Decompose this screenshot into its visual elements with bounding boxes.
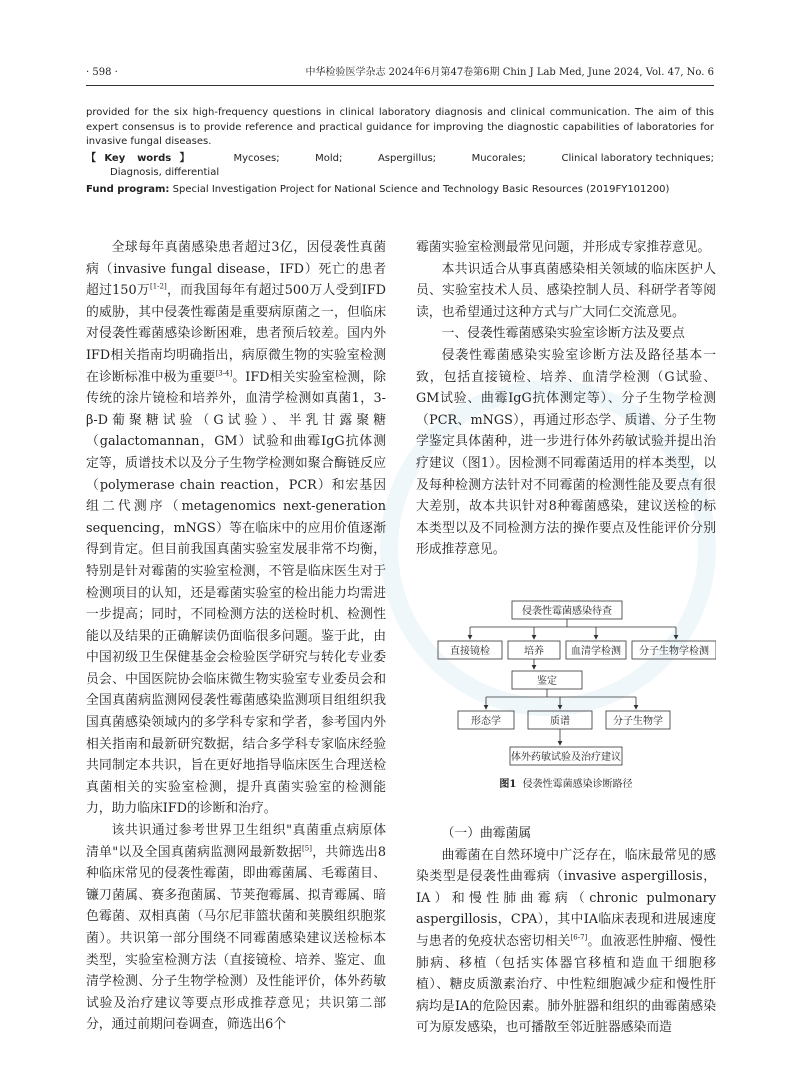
figure-caption-label: 图1: [499, 779, 517, 790]
aspergillus-paragraph: 曲霉菌在自然环境中广泛存在，临床最常见的感染类型是侵袭性曲霉病（invasive aspergillosis，IA）和慢性肺曲霉病（chronic pulmonary aspergillosis，CPA），其中IA临床表现和进展速度与患者的免疫状态密切相关[6-7]。血液恶性肿瘤、慢性肺病、移植（包括实体器官移植和造血干细胞移植）、糖皮质激素治疗、中性粒细胞减少症和慢性肝病均是IA的危险因素。肺外脏器和组织的曲霉菌感染可为原发感染，也可播散至邻近脏器感染而造: [416, 847, 717, 1036]
header-rule: [86, 85, 714, 86]
continued-paragraph: 霉菌实验室检测最常见问题，并形成专家推荐意见。: [416, 240, 711, 255]
keyword: Mycoses;: [233, 152, 280, 164]
intro-paragraph-2: 该共识通过参考世界卫生组织"真菌重点病原体清单"以及全国真菌病监测网最新数据[5]，共筛选出8种临床常见的侵袭性霉菌，即曲霉菌属、毛霉菌目、镰刀菌属、赛多孢菌属、节荚孢霉属、拟青霉属、暗色霉菌、双相真菌（马尔尼菲篮状菌和荚膜组织胞浆菌）。共识第一部分围绕不同霉菌感染建议送检标本类型，实验室检测方法（直接镜检、培养、鉴定、血清学检测、分子生物学检测）及性能评价，体外药敏试验及治疗建议等要点形成推荐意见；共识第二部分，通过前期问卷调查，筛选出6个: [86, 823, 386, 1033]
figure-1-flowchart: [416, 595, 716, 815]
fund-label: Fund program:: [86, 183, 170, 195]
journal-citation: 中华检验医学杂志 2024年6月第47卷第6期 Chin J Lab Med, June 2024, Vol. 47, No. 6: [305, 67, 714, 78]
flow-label: 直接镜检: [450, 646, 490, 657]
methods-paragraph: 侵袭性霉菌感染实验室诊断方法及路径基本一致，包括直接镜检、培养、血清学检测（G试验、GM试验、曲霉IgG抗体测定等）、分子生物学检测（PCR、mNGS），再通过形态学、质谱、分子生物学鉴定具体菌种，进一步进行体外药敏试验并提出治疗建议（图1）。因检测不同霉菌适用的样本类型，以及每种检测方法针对不同霉菌的检测性能及要点有很大差别，故本共识针对8种霉菌感染，建议送检的标本类型以及不同检测方法的操作要点及性能评价分别形成推荐意见。: [416, 347, 716, 558]
keyword: Clinical laboratory techniques;: [561, 152, 715, 164]
flow-label: 质谱: [550, 716, 570, 727]
scope-paragraph: 本共识适合从事真菌感染相关领域的临床医护人员、实验室技术人员、感染控制人员、科研学者等阅读，也希望通过这种方式与广大同仁交流意见。: [416, 261, 716, 320]
left-column: [86, 237, 386, 1036]
flow-label: 形态学: [471, 716, 501, 727]
fund-program: [86, 183, 714, 198]
figure-caption-text: 侵袭性霉菌感染诊断路径: [522, 779, 633, 790]
keyword: Aspergillus;: [377, 152, 437, 164]
abstract-text: provided for the six high-frequency questions in clinical laboratory diagnosis and clinical communication. The aim of this expert consensus is to provide reference and practical guidance for improving the diagnostic capabilities of laboratories for invasive fungal diseases.: [86, 107, 714, 147]
flow-label-bottom: 体外药敏试验及治疗建议: [511, 752, 621, 763]
citation: [5]: [302, 844, 312, 853]
flow-label: 分子生物学检测: [639, 646, 709, 657]
fund-text: Special Investigation Project for National Science and Technology Basic Resources (2019FY101200): [172, 183, 670, 195]
running-header: [86, 66, 714, 82]
flow-label: 分子生物学: [613, 716, 663, 727]
flow-label-middle: 鉴定: [537, 676, 557, 687]
section-heading: 一、侵袭性霉菌感染实验室诊断方法及要点: [441, 326, 685, 342]
citation: [1-2]: [149, 282, 167, 291]
right-column: [416, 237, 716, 561]
keyword: Mold;: [315, 152, 343, 164]
keyword: Diagnosis, differential: [110, 167, 220, 178]
right-column-lower: [416, 823, 716, 1039]
keywords-line: [86, 152, 714, 181]
flow-label-top: 侵袭性霉菌感染待查: [522, 606, 612, 617]
keyword: Mucorales;: [471, 152, 526, 164]
keywords-label: 【Key words】: [86, 152, 198, 164]
figure-caption: [416, 775, 716, 790]
flow-label: 培养: [524, 646, 544, 657]
english-abstract: [86, 106, 714, 197]
citation: [3-4]: [215, 369, 233, 378]
page-number: · 598 ·: [86, 67, 118, 78]
flow-label: 血清学检测: [571, 646, 621, 657]
flowchart-diagram: [416, 595, 716, 775]
subsection-heading: （一）曲霉菌属: [441, 826, 532, 841]
intro-paragraph-1: 全球每年真菌感染患者超过3亿，因侵袭性真菌病（invasive fungal disease，IFD）死亡的患者超过150万[1-2]，而我国每年有超过500万人受到IFD的威胁，其中侵袭性霉菌是重要病原菌之一，但临床对侵袭性霉菌感染诊断困难，患者预后较差。国内外IFD相关指南均明确指出，病原微生物的实验室检测在诊断标准中极为重要[3-4]。IFD相关实验室检测，除传统的涂片镜检和培养外，血清学检测如真菌1，3-β-D葡聚糖试验（G试验）、半乳甘露聚糖（galactomannan，GM）试验和曲霉IgG抗体测定等，质谱技术以及分子生物学检测如聚合酶链反应（polymerase chain reaction，PCR）和宏基因组二代测序（metagenomics next-generation sequencing，mNGS）等在临床中的应用价值逐渐得到肯定。但目前我国真菌实验室发展非常不均衡，特别是针对霉菌的实验室检测，不管是临床医生对于检测项目的认知，还是霉菌实验室的检出能力均需进一步提高；同时，不同检测方法的送检时机、检测性能以及结果的正确解读仍面临很多问题。鉴于此，由中国初级卫生保健基金会检验医学研究与转化专业委员会、中国医院协会临床微生物实验室专业委员会和全国真菌病监测网侵袭性霉菌感染监测项目组组织我国真菌感染领域内的多学科专家和学者，参考国内外相关指南和最新研究数据，结合多学科专家临床经验共同制定本共识，旨在更好地指导临床医生合理送检真菌相关的实验室检测，提升真菌实验室的检测能力，助力临床IFD的诊断和治疗。: [86, 240, 387, 817]
citation: [6-7]: [570, 933, 588, 942]
